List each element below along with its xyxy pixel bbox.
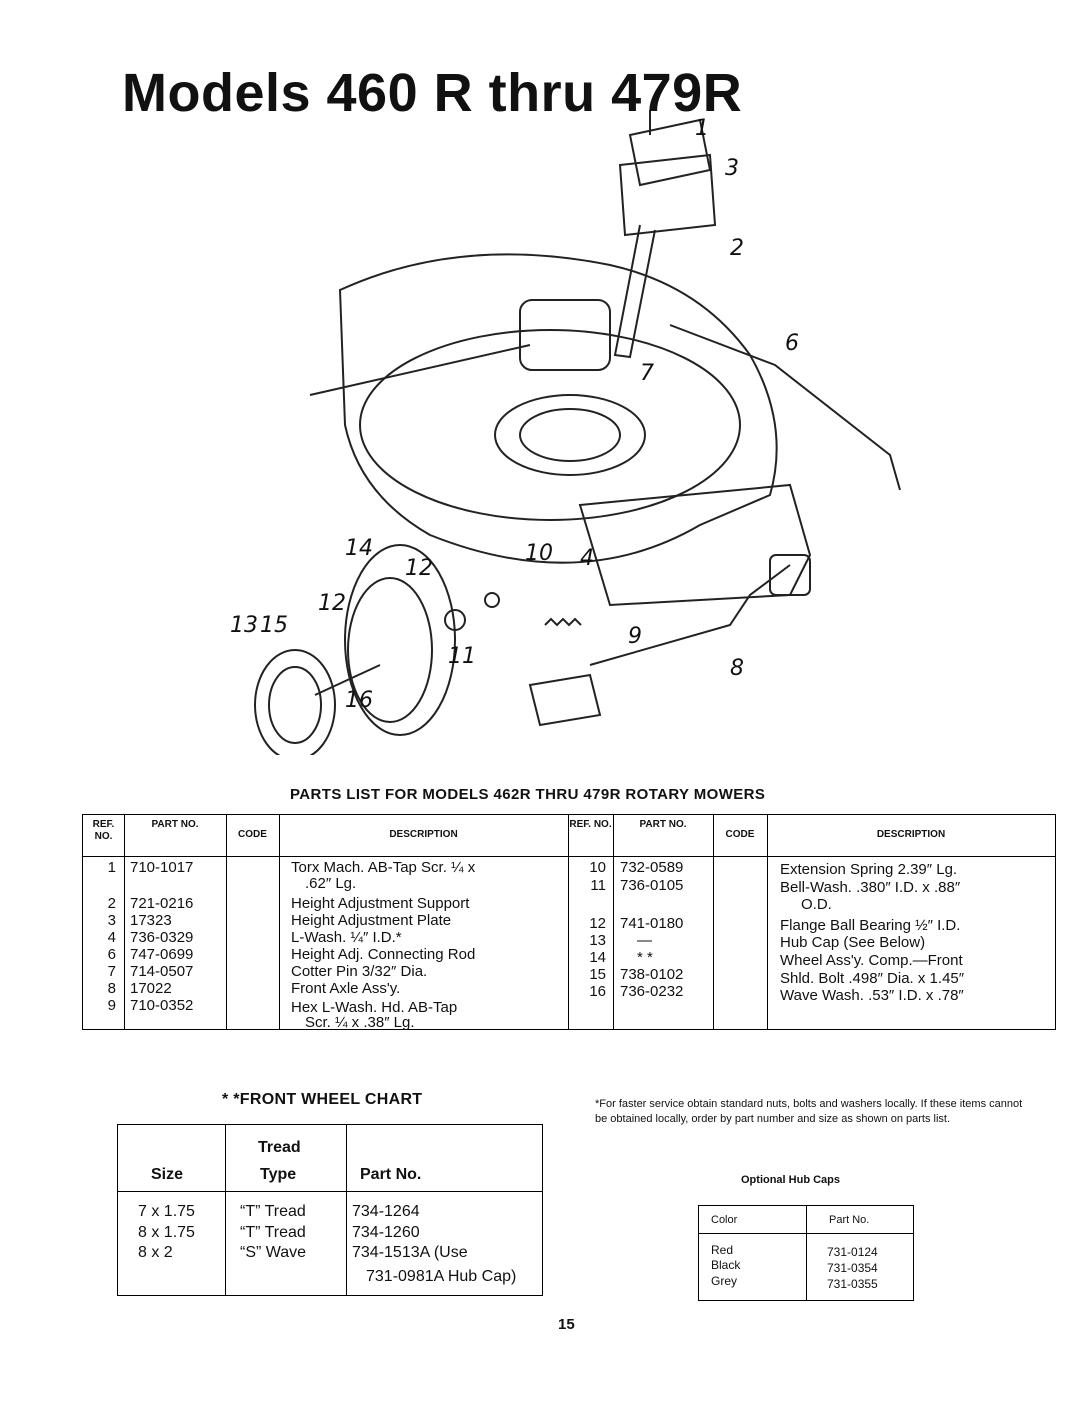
desc-cell: Height Adjustment Plate <box>291 912 452 929</box>
tread-cell: “T” Tread <box>240 1203 306 1220</box>
part-cell: 17323 <box>130 912 172 929</box>
ref-cell: 4 <box>107 929 116 946</box>
part-cell: 17022 <box>130 980 172 997</box>
desc-cell: Flange Ball Bearing ½″ I.D. <box>780 917 961 934</box>
callout-16: 16 <box>345 688 373 713</box>
callout-7: 7 <box>640 361 654 386</box>
parts-list-table <box>82 814 1056 1030</box>
part-cell: 734-1260 <box>352 1224 420 1241</box>
desc-cell: Hub Cap (See Below) <box>780 934 926 951</box>
height-adjustment-support <box>620 155 715 235</box>
header-part-no: Part No. <box>829 1214 870 1226</box>
callout-2: 2 <box>730 236 744 261</box>
ref-cell: 7 <box>107 963 116 980</box>
part-cell: 731-0354 <box>827 1261 878 1275</box>
desc-cell: Scr. ¼ x .38″ Lg. <box>305 1014 415 1031</box>
ref-cell: 3 <box>107 912 116 929</box>
desc-cell: Extension Spring 2.39″ Lg. <box>780 861 958 878</box>
ref-cell: 13 <box>589 932 606 949</box>
front-wheel-chart-title: * *FRONT WHEEL CHART <box>222 1091 423 1108</box>
part-cell: 731-0124 <box>827 1245 878 1259</box>
callout-10: 10 <box>525 541 553 566</box>
callout-9: 9 <box>628 624 642 649</box>
header-ref-no: REF. NO. <box>92 819 115 842</box>
mower-exploded-diagram <box>230 95 930 755</box>
ref-cell: 14 <box>589 949 606 966</box>
ref-cell: 1 <box>107 859 116 876</box>
ref-cell: 11 <box>590 877 606 894</box>
axle-bracket <box>530 675 600 725</box>
header-part-no: Part No. <box>360 1166 422 1183</box>
callout-11: 11 <box>448 644 476 669</box>
desc-cell: Hex L-Wash. Hd. AB-Tap <box>291 999 458 1016</box>
desc-cell: Wave Wash. .53″ I.D. x .78″ <box>780 987 964 1004</box>
part-cell: 732-0589 <box>620 859 684 876</box>
hub-cap <box>255 650 335 755</box>
desc-cell: Front Axle Ass'y. <box>291 980 401 997</box>
color-cell: Black <box>711 1258 741 1272</box>
ref-cell: 6 <box>107 946 116 963</box>
deck-dome <box>360 330 740 520</box>
callout-12-low: 12 <box>318 591 346 616</box>
optional-hub-caps-table <box>698 1205 914 1301</box>
header-ref-no-right: REF. NO. <box>569 819 612 830</box>
ref-cell: 15 <box>589 966 606 983</box>
parts-list-heading: PARTS LIST FOR MODELS 462R THRU 479R ROTARY MOWERS <box>290 786 766 803</box>
part-cell: * * <box>637 949 653 966</box>
ref-cell: 12 <box>589 915 606 932</box>
desc-cell: L-Wash. ¼″ I.D.* <box>291 929 402 946</box>
extension-spring <box>545 619 581 625</box>
header-description-right: DESCRIPTION <box>876 829 946 840</box>
service-note: *For faster service obtain standard nuts, bolts and washers locally. If these items cannot be obtained locally, order by part number and size as shown on parts list. <box>595 1098 1023 1125</box>
part-cell: 734-1513A (Use <box>352 1244 468 1261</box>
front-axle <box>590 565 790 665</box>
part-cell: — <box>637 932 652 949</box>
part-cell: 710-0352 <box>130 997 194 1014</box>
callout-1: 1 <box>695 116 709 141</box>
part-cell: 747-0699 <box>130 946 194 963</box>
part-cell: 710-1017 <box>130 859 194 876</box>
optional-hub-caps-title: Optional Hub Caps <box>741 1174 840 1186</box>
color-cell: Red <box>711 1243 734 1257</box>
part-cell: 721-0216 <box>130 895 194 912</box>
part-cell: 741-0180 <box>620 915 684 932</box>
part-cell: 734-1264 <box>352 1203 420 1220</box>
ref-cell: 8 <box>107 980 116 997</box>
header-color: Color <box>711 1214 738 1226</box>
callout-4: 4 <box>580 546 594 571</box>
height-adjuster-housing <box>520 300 610 370</box>
engine-opening <box>495 395 645 475</box>
header-description: DESCRIPTION <box>389 829 458 840</box>
part-cell: 738-0102 <box>620 966 684 983</box>
header-tread: Tread <box>258 1139 301 1156</box>
callout-8: 8 <box>730 656 744 681</box>
part-cell: 736-0105 <box>620 877 684 894</box>
header-type: Type <box>260 1166 297 1183</box>
desc-cell: Cotter Pin 3/32″ Dia. <box>291 963 428 980</box>
header-code-right: CODE <box>725 829 755 840</box>
ref-cell: 16 <box>589 983 606 1000</box>
tread-cell: “S” Wave <box>240 1244 307 1261</box>
callout-3: 3 <box>725 156 739 181</box>
desc-cell: Height Adjustment Support <box>291 895 470 912</box>
header-code: CODE <box>238 829 267 840</box>
page-number: 15 <box>558 1316 575 1333</box>
desc-cell: Shld. Bolt .498″ Dia. x 1.45″ <box>780 970 965 987</box>
desc-cell: Torx Mach. AB-Tap Scr. ¼ x <box>291 859 476 876</box>
desc-cell: Wheel Ass'y. Comp.—Front <box>780 952 963 969</box>
part-cell-extra: 731-0981A Hub Cap) <box>366 1268 517 1285</box>
part-cell: 714-0507 <box>130 963 194 980</box>
part-cell: 731-0355 <box>827 1277 878 1291</box>
callout-15: 15 <box>260 613 288 638</box>
part-cell: 736-0329 <box>130 929 194 946</box>
desc-cell: Height Adj. Connecting Rod <box>291 946 476 963</box>
size-cell: 8 x 1.75 <box>138 1224 195 1241</box>
front-wheel-chart-table <box>117 1124 543 1296</box>
tread-cell: “T” Tread <box>240 1224 306 1241</box>
callout-14: 14 <box>345 536 373 561</box>
header-part-no: PART NO. <box>151 819 199 830</box>
header-size: Size <box>151 1166 184 1183</box>
header-part-no-right: PART NO. <box>639 819 687 830</box>
page-title: Models 460 R thru 479R <box>122 63 743 123</box>
ref-cell: 2 <box>107 895 116 912</box>
callout-6: 6 <box>785 331 799 356</box>
size-cell: 7 x 1.75 <box>138 1203 195 1220</box>
callout-12-top: 12 <box>405 556 433 581</box>
part-cell: 736-0232 <box>620 983 684 1000</box>
desc-cell: Bell-Wash. .380″ I.D. x .88″ <box>780 879 961 896</box>
size-cell: 8 x 2 <box>138 1244 173 1261</box>
color-cell: Grey <box>711 1274 738 1288</box>
desc-cell: O.D. <box>801 896 832 913</box>
ref-cell: 9 <box>107 997 116 1014</box>
rear-chute <box>580 485 810 605</box>
ref-cell: 10 <box>589 859 606 876</box>
desc-cell: .62″ Lg. <box>305 875 357 892</box>
callout-13: 13 <box>230 613 258 638</box>
